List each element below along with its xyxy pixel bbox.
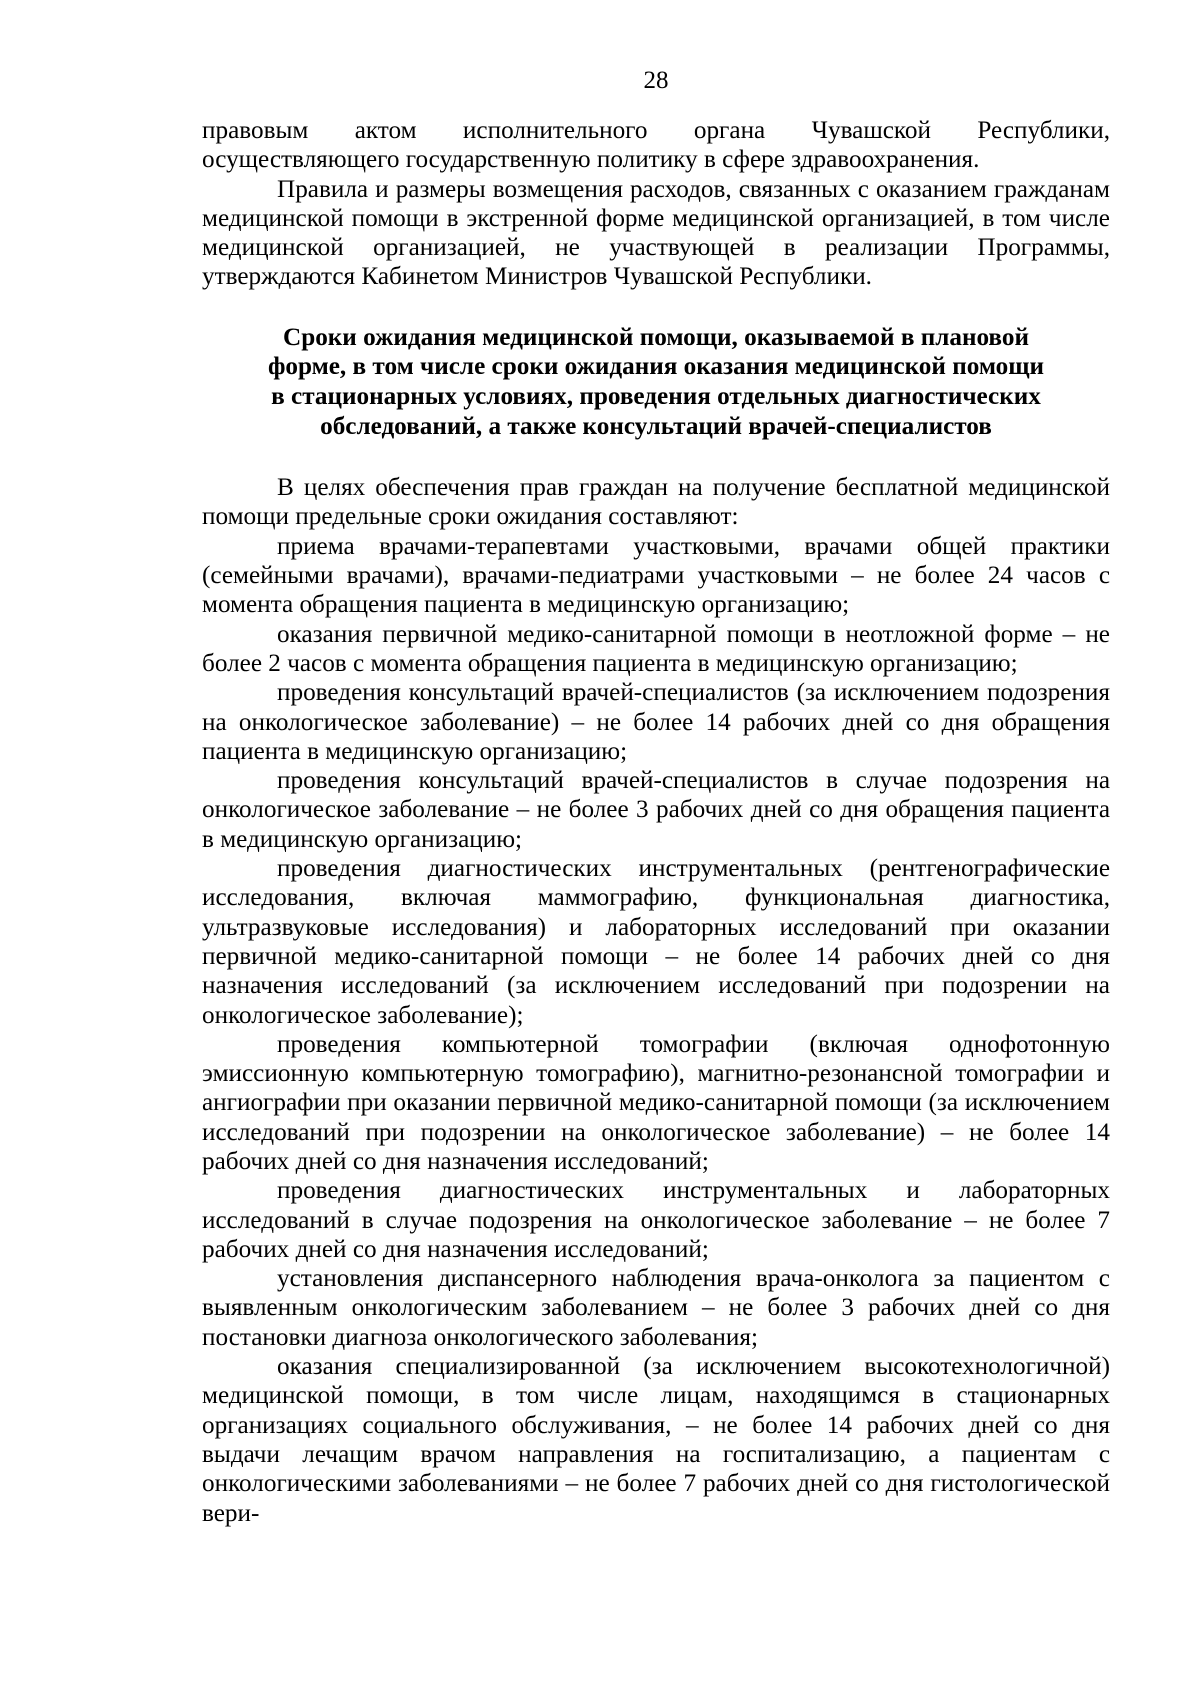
heading-line: обследований, а также консультаций врачей-специалистов [320,412,992,440]
paragraph-item: оказания специализированной (за исключением высокотехнологичной) медицинской помощи, в том числе лицам, находящимся в стационарных организациях социального обслуживания, – не более 14 рабочих дней со дня выдачи лечащим врачом направления на госпитализацию, а пациентам с онкологическими заболеваниями – не более 7 рабочих дней со дня гистологической вери- [202,1353,1110,1527]
paragraph-item: установления диспансерного наблюдения врача-онколога за пациентом с выявленным онкологическим заболеванием – не более 3 рабочих дней со дня постановки диагноза онкологического заболевания; [202,1265,1110,1351]
heading-line: в стационарных условиях, проведения отдельных диагностических [271,382,1041,410]
top-text-block [202,116,1110,292]
paragraph-item: проведения консультаций врачей-специалистов (за исключением подозрения на онкологическое заболевание) – не более 14 рабочих дней со дня обращения пациента в медицинскую организацию; [202,679,1110,765]
page-number: 28 [643,67,669,94]
paragraph-reimbursement-rules: Правила и размеры возмещения расходов, связанных с оказанием гражданам медицинской помощи в экстренной форме медицинской организацией, в том числе медицинской организацией, не участвующей в реализации Программы, утверждаются Кабинетом Министров Чувашской Республики. [202,175,1110,291]
heading-line: Сроки ожидания медицинской помощи, оказываемой в плановой [283,323,1029,351]
paragraph-item: проведения диагностических инструментальных и лабораторных исследований в случае подозрения на онкологическое заболевание – не более 7 рабочих дней со дня назначения исследований; [202,1177,1110,1263]
heading-line: форме, в том числе сроки ожидания оказания медицинской помощи [267,353,1045,381]
paragraph-item: проведения диагностических инструментальных (рентгенографические исследования, включая маммографию, функциональная диагностика, ультразвуковые исследования) и лабораторных исследований при оказании первичной медико-санитарной помощи – не более 14 рабочих дней со дня назначения исследований (за исключением исследований при подозрении на онкологическое заболевание); [202,855,1110,1029]
paragraph-item: проведения консультаций врачей-специалистов в случае подозрения на онкологическое заболевание – не более 3 рабочих дней со дня обращения пациента в медицинскую организацию; [202,767,1110,853]
paragraph-continuation: правовым актом исполнительного органа Чувашской Республики, осуществляющего государственную политику в сфере здравоохранения. [202,117,1110,174]
paragraph-item: приема врачами-терапевтами участковыми, врачами общей практики (семейными врачами), врачами-педиатрами участковыми – не более 24 часов с момента обращения пациента в медицинскую организацию; [202,532,1110,619]
body-text-block [202,473,1110,1528]
document-page [202,66,1110,1528]
section-heading [202,323,1110,441]
paragraph-intro: В целях обеспечения прав граждан на получение бесплатной медицинской помощи предельные сроки ожидания составляют: [202,474,1110,531]
paragraph-item: оказания первичной медико-санитарной помощи в неотложной форме – не более 2 часов с момента обращения пациента в медицинскую организацию; [202,620,1110,677]
paragraph-item: проведения компьютерной томографии (включая однофотонную эмиссионную компьютерную томографию), магнитно-резонансной томографии и ангиографии при оказании первичной медико-санитарной помощи (за исключением исследований при подозрении на онкологическое заболевание) – не более 14 рабочих дней со дня назначения исследований; [202,1030,1110,1175]
